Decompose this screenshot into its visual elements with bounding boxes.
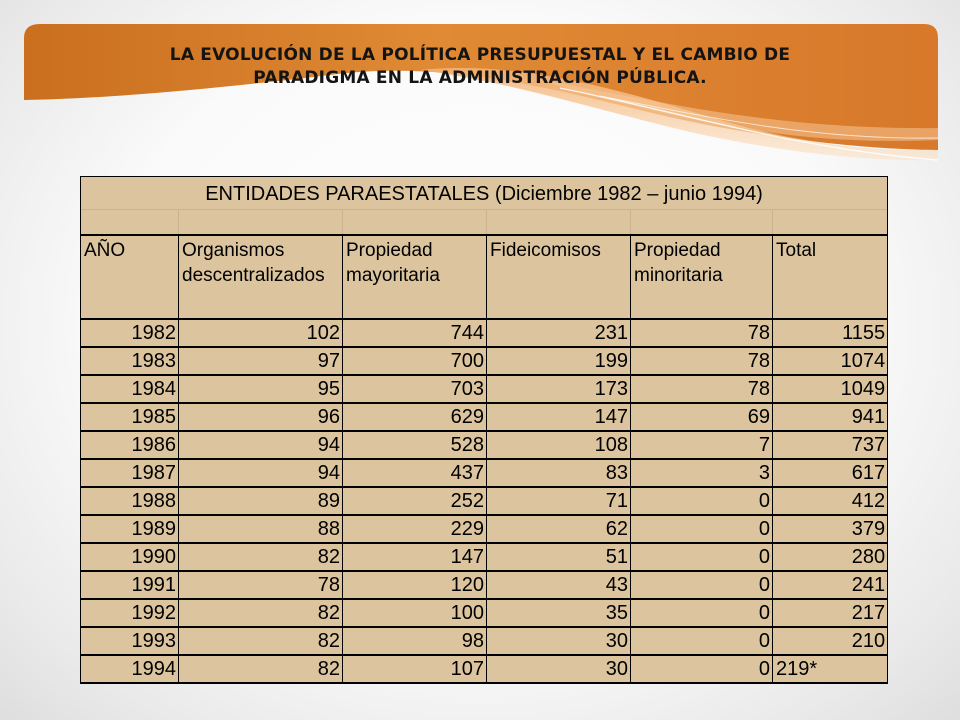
cell-total: 737 bbox=[773, 431, 888, 459]
cell-ano: 1986 bbox=[81, 431, 179, 459]
table-row bbox=[81, 319, 888, 347]
cell-organismos: 97 bbox=[179, 347, 343, 375]
cell-organismos: 89 bbox=[179, 487, 343, 515]
header-fideicomisos: Fideicomisos bbox=[487, 235, 631, 319]
cell-organismos: 82 bbox=[179, 599, 343, 627]
cell-minoritaria: 78 bbox=[631, 319, 773, 347]
cell-minoritaria: 0 bbox=[631, 543, 773, 571]
cell-minoritaria: 0 bbox=[631, 487, 773, 515]
table-row bbox=[81, 459, 888, 487]
cell-ano: 1989 bbox=[81, 515, 179, 543]
cell-ano: 1983 bbox=[81, 347, 179, 375]
table-row bbox=[81, 431, 888, 459]
cell-fideicomisos: 30 bbox=[487, 655, 631, 683]
table-spacer-row bbox=[81, 210, 888, 236]
cell-mayoritaria: 700 bbox=[343, 347, 487, 375]
cell-organismos: 82 bbox=[179, 627, 343, 655]
cell-ano: 1994 bbox=[81, 655, 179, 683]
cell-mayoritaria: 100 bbox=[343, 599, 487, 627]
cell-mayoritaria: 629 bbox=[343, 403, 487, 431]
cell-ano: 1982 bbox=[81, 319, 179, 347]
cell-minoritaria: 0 bbox=[631, 599, 773, 627]
cell-mayoritaria: 437 bbox=[343, 459, 487, 487]
spacer-cell bbox=[773, 210, 888, 236]
header-organismos-descentralizados: Organismos descentralizados bbox=[179, 235, 343, 319]
cell-minoritaria: 0 bbox=[631, 655, 773, 683]
cell-fideicomisos: 231 bbox=[487, 319, 631, 347]
cell-total: 412 bbox=[773, 487, 888, 515]
cell-mayoritaria: 229 bbox=[343, 515, 487, 543]
cell-total: 1049 bbox=[773, 375, 888, 403]
cell-ano: 1985 bbox=[81, 403, 179, 431]
table-row bbox=[81, 487, 888, 515]
cell-mayoritaria: 528 bbox=[343, 431, 487, 459]
table-row bbox=[81, 375, 888, 403]
table-caption-row bbox=[81, 177, 888, 210]
cell-total: 1074 bbox=[773, 347, 888, 375]
slide-title-line-1: LA EVOLUCIÓN DE LA POLÍTICA PRESUPUESTAL Y EL CAMBIO DE bbox=[169, 45, 791, 65]
spacer-cell bbox=[179, 210, 343, 236]
cell-organismos: 95 bbox=[179, 375, 343, 403]
table-row bbox=[81, 543, 888, 571]
cell-organismos: 94 bbox=[179, 431, 343, 459]
cell-total: 217 bbox=[773, 599, 888, 627]
cell-fideicomisos: 30 bbox=[487, 627, 631, 655]
table-row bbox=[81, 599, 888, 627]
cell-minoritaria: 7 bbox=[631, 431, 773, 459]
table-row bbox=[81, 515, 888, 543]
cell-fideicomisos: 51 bbox=[487, 543, 631, 571]
cell-ano: 1990 bbox=[81, 543, 179, 571]
cell-ano: 1984 bbox=[81, 375, 179, 403]
cell-ano: 1992 bbox=[81, 599, 179, 627]
cell-total: 241 bbox=[773, 571, 888, 599]
cell-ano: 1988 bbox=[81, 487, 179, 515]
cell-total: 210 bbox=[773, 627, 888, 655]
slide-title bbox=[60, 44, 900, 90]
cell-mayoritaria: 107 bbox=[343, 655, 487, 683]
cell-fideicomisos: 71 bbox=[487, 487, 631, 515]
spacer-cell bbox=[81, 210, 179, 236]
cell-fideicomisos: 147 bbox=[487, 403, 631, 431]
table-row bbox=[81, 571, 888, 599]
cell-total: 1155 bbox=[773, 319, 888, 347]
spacer-cell bbox=[487, 210, 631, 236]
cell-fideicomisos: 43 bbox=[487, 571, 631, 599]
cell-minoritaria: 0 bbox=[631, 515, 773, 543]
cell-fideicomisos: 108 bbox=[487, 431, 631, 459]
cell-minoritaria: 69 bbox=[631, 403, 773, 431]
cell-organismos: 96 bbox=[179, 403, 343, 431]
spacer-cell bbox=[343, 210, 487, 236]
cell-fideicomisos: 62 bbox=[487, 515, 631, 543]
cell-minoritaria: 0 bbox=[631, 627, 773, 655]
table-row bbox=[81, 347, 888, 375]
spacer-cell bbox=[631, 210, 773, 236]
cell-total: 379 bbox=[773, 515, 888, 543]
table-row bbox=[81, 655, 888, 683]
cell-fideicomisos: 83 bbox=[487, 459, 631, 487]
cell-minoritaria: 78 bbox=[631, 375, 773, 403]
cell-ano: 1993 bbox=[81, 627, 179, 655]
cell-organismos: 102 bbox=[179, 319, 343, 347]
cell-minoritaria: 0 bbox=[631, 571, 773, 599]
cell-total: 617 bbox=[773, 459, 888, 487]
cell-fideicomisos: 199 bbox=[487, 347, 631, 375]
table-caption: ENTIDADES PARAESTATALES (Diciembre 1982 – junio 1994) bbox=[81, 177, 888, 210]
cell-total: 219* bbox=[773, 655, 888, 683]
cell-organismos: 82 bbox=[179, 655, 343, 683]
cell-ano: 1991 bbox=[81, 571, 179, 599]
cell-fideicomisos: 35 bbox=[487, 599, 631, 627]
cell-organismos: 94 bbox=[179, 459, 343, 487]
header-propiedad-mayoritaria: Propiedad mayoritaria bbox=[343, 235, 487, 319]
cell-fideicomisos: 173 bbox=[487, 375, 631, 403]
table-row bbox=[81, 403, 888, 431]
cell-minoritaria: 78 bbox=[631, 347, 773, 375]
cell-organismos: 88 bbox=[179, 515, 343, 543]
cell-mayoritaria: 98 bbox=[343, 627, 487, 655]
cell-total: 280 bbox=[773, 543, 888, 571]
cell-ano: 1987 bbox=[81, 459, 179, 487]
entidades-table bbox=[80, 176, 888, 684]
header-propiedad-minoritaria: Propiedad minoritaria bbox=[631, 235, 773, 319]
cell-mayoritaria: 744 bbox=[343, 319, 487, 347]
table-header-row bbox=[81, 235, 888, 319]
cell-minoritaria: 3 bbox=[631, 459, 773, 487]
header-total: Total bbox=[773, 235, 888, 319]
cell-organismos: 82 bbox=[179, 543, 343, 571]
cell-total: 941 bbox=[773, 403, 888, 431]
cell-mayoritaria: 120 bbox=[343, 571, 487, 599]
slide-title-line-2: PARADIGMA EN LA ADMINISTRACIÓN PÚBLICA. bbox=[253, 68, 707, 88]
cell-organismos: 78 bbox=[179, 571, 343, 599]
header-ano: AÑO bbox=[81, 235, 179, 319]
cell-mayoritaria: 147 bbox=[343, 543, 487, 571]
cell-mayoritaria: 703 bbox=[343, 375, 487, 403]
table-row bbox=[81, 627, 888, 655]
cell-mayoritaria: 252 bbox=[343, 487, 487, 515]
